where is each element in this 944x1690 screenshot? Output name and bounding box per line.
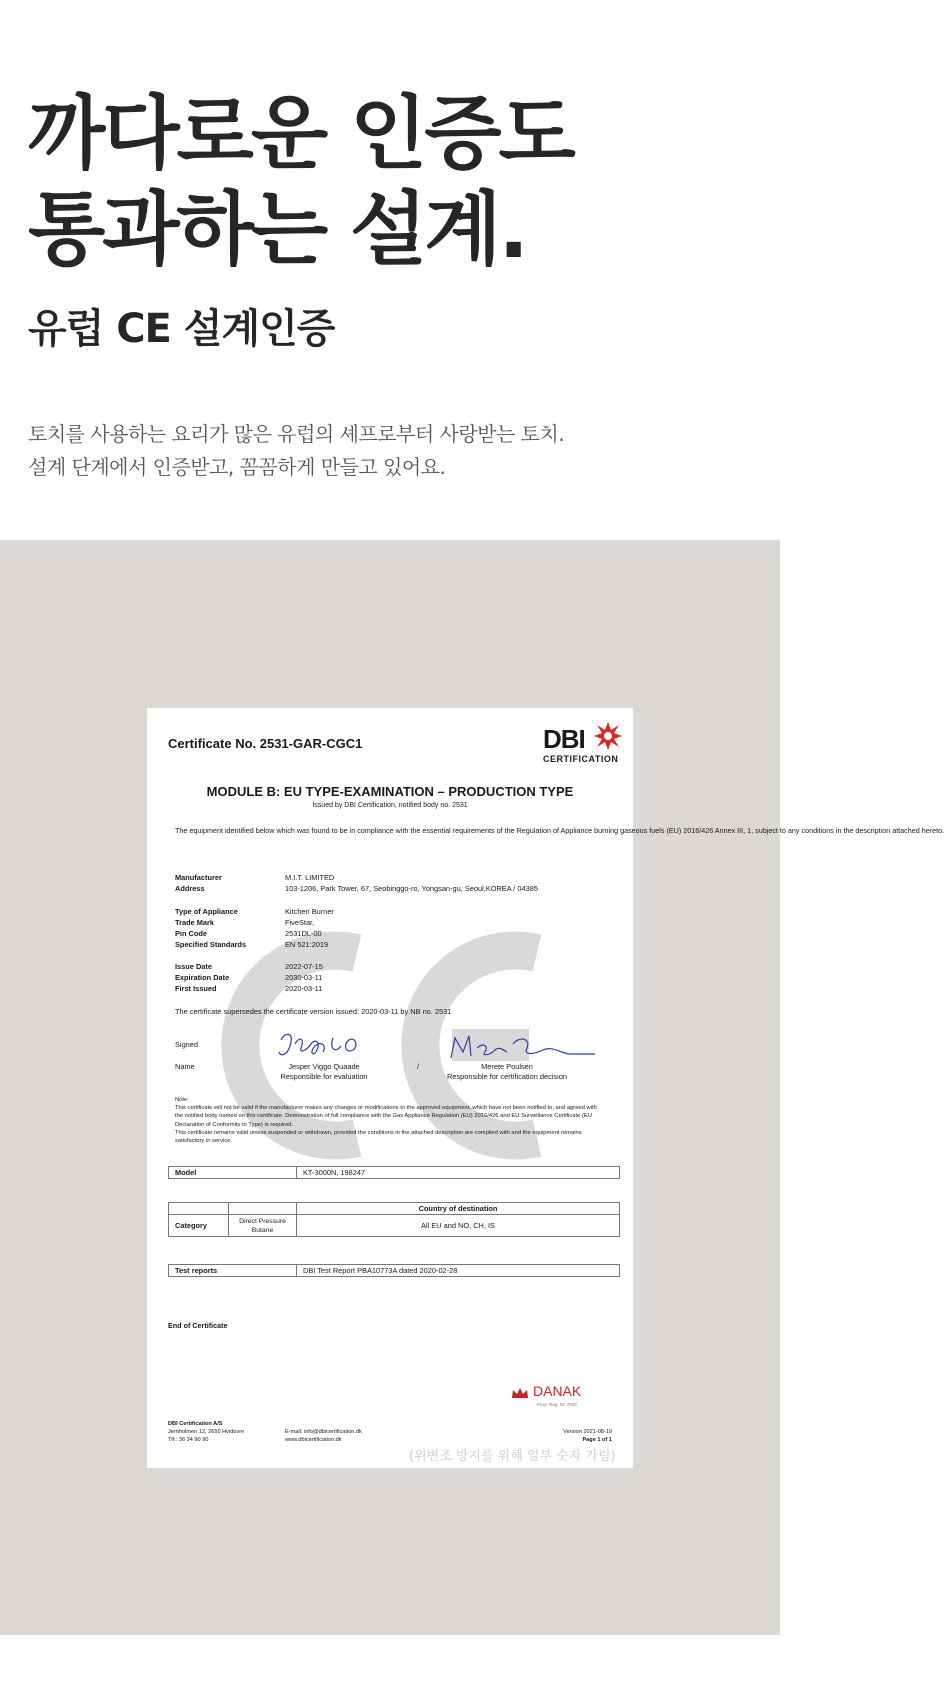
description: [28, 418, 564, 484]
field-label: Address: [175, 884, 205, 893]
footer-address: Jernholmen 12, 2650 Hvidovre: [168, 1429, 245, 1435]
field-label: Trade Mark: [175, 918, 215, 927]
field-value: 2022-07-15: [285, 962, 323, 971]
signature-2: [447, 1030, 597, 1064]
footer-version: Version 2021-08-19: [563, 1429, 612, 1435]
field-label: Manufacturer: [175, 873, 222, 882]
dbi-logo-subtitle: CERTIFICATION: [543, 754, 619, 764]
field-value: 2030-03-11: [285, 973, 323, 982]
field-value: 103-1206, Park Tower, 67, Seobinggo-ro, Yongsan-gu, Seoul,KOREA / 04385: [285, 884, 538, 893]
category-type: Direct Pressure Butane: [229, 1215, 297, 1237]
field-value: 2531DL-00: [285, 929, 322, 938]
category-table: [168, 1202, 620, 1237]
signer-1-name: Jesper Viggo Quaade: [288, 1062, 360, 1071]
danak-logo: DANAK: [533, 1383, 582, 1399]
subheading: 유럽 CE 설계인증: [28, 306, 335, 352]
signer-2-role: Responsible for certification decision: [447, 1072, 567, 1081]
field-value: M.I.T. LIMITED: [285, 873, 335, 882]
certificate-note: Note: This certificate will not be valid if the manufacturer makes any changes or modifications to the approved equipment, which have not been notified to, and agreed with the notified body named on this certificate. Demonstration of full compliance with the Gas Appliance Regulation (EU) 2016/426 and EU Surveillance Certificate (EU Declaration of Conformity to Type) is required. This certificate remains valid unless suspended or withdrawn, provided the conditions in the attached description are complied with and the equipment remains satisfactory in service.: [175, 1097, 597, 1145]
signer-2-name: Merete Poulsen: [481, 1062, 533, 1071]
reports-label: Test reports: [169, 1265, 297, 1277]
footer-company: DBI Certification A/S: [168, 1421, 223, 1427]
danak-subtitle: Prod. Reg. Nr. 7023: [537, 1402, 577, 1407]
model-table: [168, 1166, 620, 1179]
field-label: Type of Appliance: [175, 907, 238, 916]
supersedes-text: The certificate supersedes the certificate version issued: 2020-03-11 by NB no. 2531: [175, 1007, 452, 1016]
signed-label: Signed: [175, 1040, 199, 1049]
field-value: Kitchen Burner: [285, 907, 334, 916]
footer-email: E-mail: info@dbicertification.dk: [285, 1429, 362, 1435]
headline-line-1: 까다로운 인증도: [28, 87, 573, 180]
signer-1-role: Responsible for evaluation: [280, 1072, 368, 1081]
field-label: Expiration Date: [175, 973, 230, 982]
intro-paragraph: The equipment identified below which was found to be in compliance with the essential requirements of the Regulation of Appliance burning gaseous fuels (EU) 2016/426 Annex III, 1, subject to any conditions in the description attached hereto.: [175, 826, 944, 835]
end-of-certificate: End of Certificate: [168, 1321, 228, 1330]
model-value: KT-3000N, 198247: [297, 1167, 620, 1179]
signature-1: [275, 1028, 375, 1064]
model-label: Model: [169, 1167, 297, 1179]
field-value: EN 521:2019: [285, 940, 329, 949]
certificate-image: [147, 708, 944, 1468]
footer-website: www.dbicertification.dk: [285, 1437, 342, 1443]
headline-line-2: 통과하는 설계.: [28, 183, 526, 276]
field-label: Pin Code: [175, 929, 208, 938]
description-line-1: 토치를 사용하는 요리가 많은 유럽의 셰프로부터 사랑받는 토치.: [28, 422, 565, 446]
field-value: FiveStar,: [285, 918, 315, 927]
bottom-spacer: [0, 1635, 780, 1690]
footer-page: Page 1 of 1: [582, 1437, 612, 1443]
hero-section: [0, 0, 780, 540]
masking-caption: (위변조 방지를 위해 일부 숫자 가림): [409, 1449, 616, 1464]
module-title: MODULE B: EU TYPE-EXAMINATION – PRODUCTION TYPE: [206, 784, 574, 799]
certificate-number: Certificate No. 2531-GAR-CGC1: [168, 736, 363, 751]
field-label: Issue Date: [175, 962, 212, 971]
crown-icon: [511, 1386, 529, 1400]
dbi-logo: DBI: [543, 724, 585, 754]
name-label: Name: [175, 1062, 195, 1071]
reports-value: DBI Test Report PBA10773A dated 2020-02-28: [297, 1265, 620, 1277]
field-value: 2020-03-11: [285, 984, 323, 993]
category-label: Category: [169, 1215, 229, 1237]
country-header: Country of destination: [297, 1203, 620, 1215]
signer-separator: /: [417, 1062, 420, 1071]
category-value: All EU and NO, CH, IS: [297, 1215, 620, 1237]
field-label: Specified Standards: [175, 940, 247, 949]
reports-table: [168, 1264, 620, 1277]
field-label: First Issued: [175, 984, 217, 993]
issued-by: Issued by DBI Certification, notified body no. 2531: [312, 802, 468, 809]
headline: [28, 86, 573, 278]
dbi-flame-icon: [593, 721, 623, 751]
description-line-2: 설계 단계에서 인증받고, 꼼꼼하게 만들고 있어요.: [28, 455, 446, 479]
footer-phone: Tlf.: 36 34 90 90: [168, 1437, 209, 1443]
